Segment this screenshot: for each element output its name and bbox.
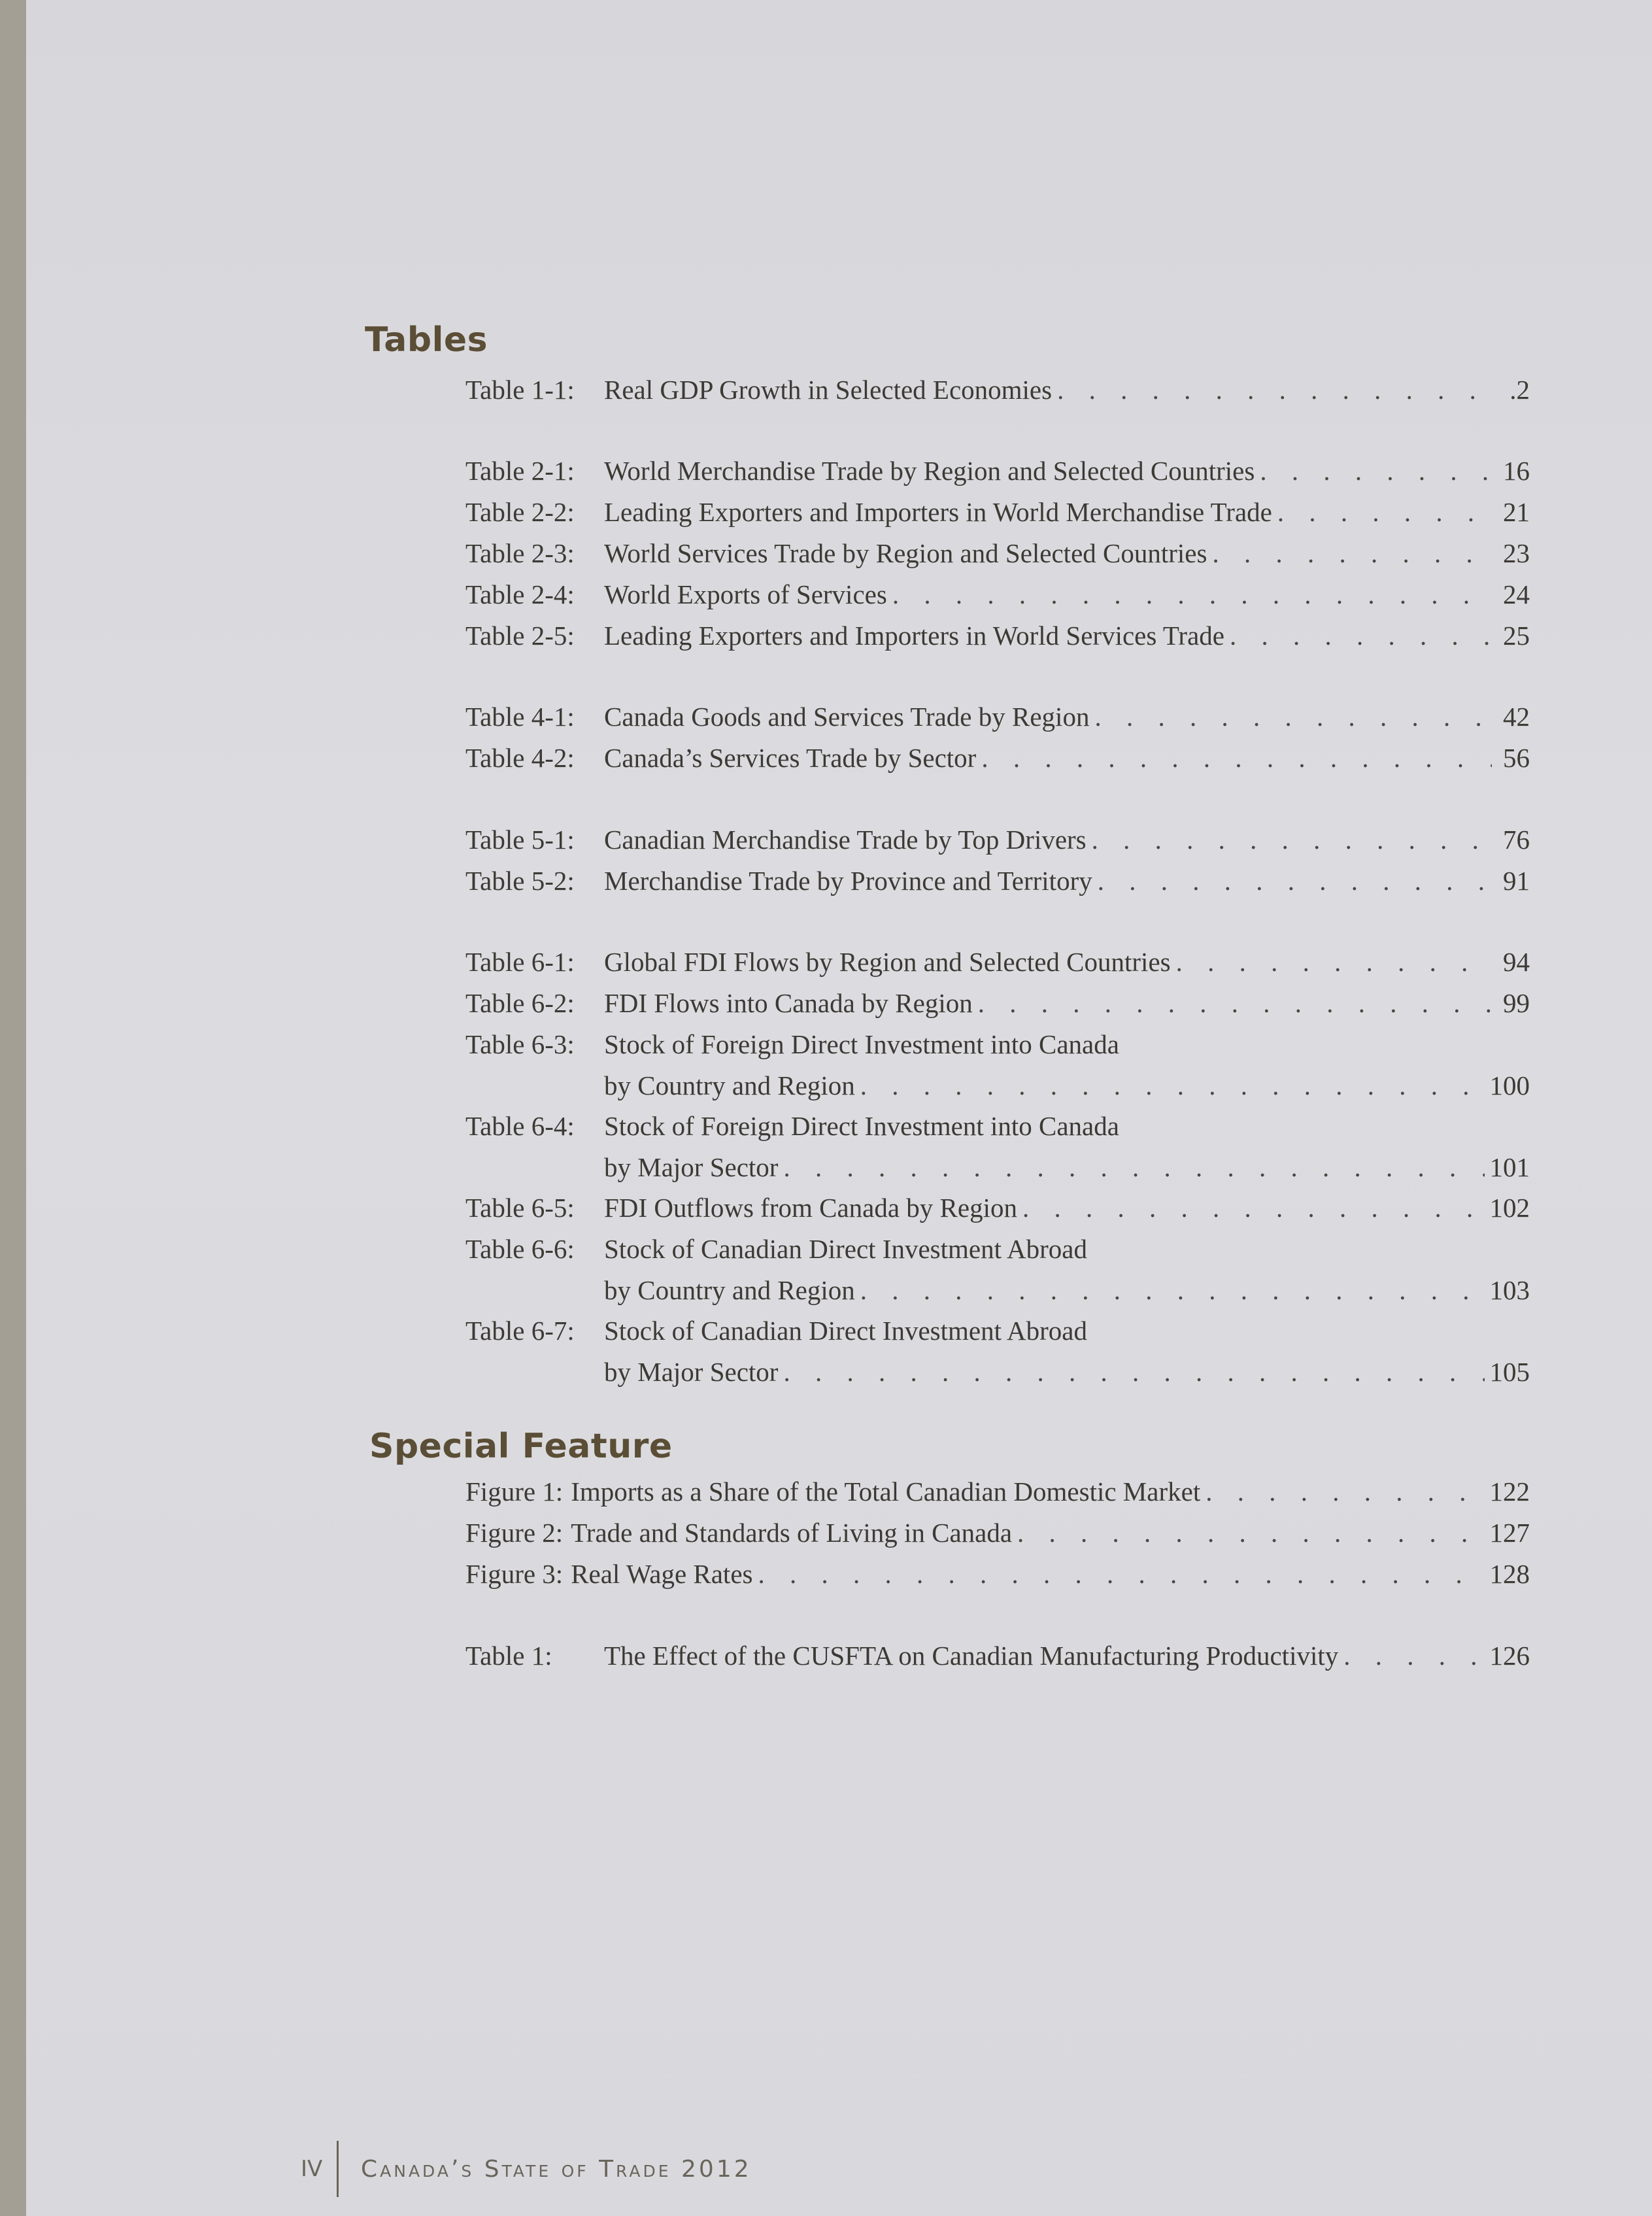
- dot-leader: [860, 1274, 1485, 1306]
- toc-entry-title: World Exports of Services: [604, 579, 887, 609]
- toc-entry-number: Table 2-3:: [465, 538, 575, 568]
- toc-entry-number: Table 6-1:: [465, 947, 575, 977]
- toc-entry-title: World Merchandise Trade by Region and Selected Countries: [604, 456, 1255, 486]
- toc-entry-number: Table 1:: [465, 1641, 552, 1671]
- toc-entry-page: 24: [1503, 579, 1530, 609]
- toc-entry-number: Table 6-7:: [465, 1316, 575, 1346]
- dot-leader: [758, 1558, 1484, 1590]
- toc-entry-page: 94: [1503, 947, 1530, 977]
- dot-leader: [1022, 1192, 1485, 1223]
- dot-leader: [981, 742, 1492, 774]
- toc-entry-number: Table 2-5:: [465, 621, 575, 651]
- toc-entry-title: FDI Outflows from Canada by Region: [604, 1193, 1017, 1223]
- toc-entry-number: Table 6-3:: [465, 1029, 575, 1059]
- toc-entry-number: Table 6-6:: [465, 1234, 575, 1264]
- toc-entry-title: Canada’s Services Trade by Sector: [604, 743, 977, 773]
- toc-entry-number: Table 6-5:: [465, 1193, 575, 1223]
- toc-entry-number: Table 4-1:: [465, 702, 575, 732]
- toc-entry-page: .2: [1509, 375, 1530, 405]
- dot-leader: [1057, 374, 1492, 405]
- toc-entry-title-continued: by Major Sector: [604, 1152, 779, 1182]
- toc-entry-title: Stock of Foreign Direct Investment into Canada: [604, 1111, 1119, 1141]
- dot-leader: [1212, 537, 1492, 569]
- dot-leader: [1098, 865, 1492, 896]
- toc-entry-number: Table 6-2:: [465, 988, 575, 1018]
- toc-entry-title-continued: by Country and Region: [604, 1070, 855, 1100]
- page-footer: [301, 2146, 752, 2192]
- dot-leader: [1343, 1640, 1484, 1671]
- toc-entry-title: Trade and Standards of Living in Canada: [571, 1518, 1013, 1548]
- toc-entry-title: Real Wage Rates: [571, 1559, 753, 1589]
- toc-entry-page: 128: [1489, 1559, 1530, 1589]
- footer-divider: [337, 2141, 339, 2197]
- toc-entry-page: 103: [1489, 1275, 1530, 1305]
- toc-entry-title: Leading Exporters and Importers in World Services Trade: [604, 621, 1224, 651]
- toc-entry-number: Table 5-2:: [465, 866, 575, 896]
- toc-entry-title: Imports as a Share of the Total Canadian Domestic Market: [571, 1476, 1201, 1507]
- toc-entry-page: 42: [1503, 702, 1530, 732]
- toc-entry-page: 21: [1503, 497, 1530, 527]
- dot-leader: [892, 579, 1492, 610]
- toc-entry-page: 99: [1503, 988, 1530, 1018]
- toc-entry-title: Stock of Foreign Direct Investment into Canada: [604, 1029, 1119, 1059]
- toc-entry-page: 122: [1489, 1476, 1530, 1507]
- toc-entry-title: Canada Goods and Services Trade by Region: [604, 702, 1090, 732]
- toc-entry-title: Stock of Canadian Direct Investment Abroad: [604, 1234, 1087, 1264]
- toc-entry-page: 102: [1489, 1193, 1530, 1223]
- toc-entry-title-continued: by Country and Region: [604, 1275, 855, 1305]
- toc-entry-title: Stock of Canadian Direct Investment Abroad: [604, 1316, 1087, 1346]
- dot-leader: [860, 1070, 1485, 1101]
- toc-entry-page: 126: [1489, 1641, 1530, 1671]
- dot-leader: [1205, 1476, 1484, 1507]
- toc-entry-number: Table 2-4:: [465, 579, 575, 609]
- toc-entry-number: Table 2-2:: [465, 497, 575, 527]
- toc-entry-page: 91: [1503, 866, 1530, 896]
- toc-entry-page: 23: [1503, 538, 1530, 568]
- toc-entry-number: Figure 3:: [465, 1559, 564, 1589]
- toc-entry-page: 100: [1489, 1070, 1530, 1100]
- dot-leader: [1017, 1517, 1484, 1548]
- toc-entry-number: Table 2-1:: [465, 456, 575, 486]
- toc-entry-page: 105: [1489, 1357, 1530, 1387]
- toc-entry-title: Global FDI Flows by Region and Selected Countries: [604, 947, 1171, 977]
- toc-entry-page: 56: [1503, 743, 1530, 773]
- dot-leader: [978, 987, 1492, 1019]
- toc-entry-title: World Services Trade by Region and Selected Countries: [604, 538, 1207, 568]
- toc-entry-page: 76: [1503, 825, 1530, 855]
- dot-leader: [1277, 496, 1492, 528]
- dot-leader: [1092, 824, 1492, 855]
- toc-entry-number: Figure 1:: [465, 1476, 564, 1507]
- toc-entry-number: Table 1-1:: [465, 375, 575, 405]
- dot-leader: [1260, 455, 1492, 486]
- dot-leader: [1230, 620, 1492, 651]
- toc-entry-title: FDI Flows into Canada by Region: [604, 988, 973, 1018]
- toc-entry-title: Canadian Merchandise Trade by Top Drivers: [604, 825, 1087, 855]
- dot-leader: [783, 1151, 1484, 1183]
- toc-entry-page: 25: [1503, 621, 1530, 651]
- dot-leader: [1094, 701, 1492, 732]
- toc-entry-number: Table 6-4:: [465, 1111, 575, 1141]
- page-number: IV: [301, 2156, 323, 2182]
- dot-leader: [783, 1356, 1484, 1388]
- special-feature-heading: Special Feature: [369, 1427, 673, 1466]
- toc-entry-title: The Effect of the CUSFTA on Canadian Manufacturing Productivity: [604, 1641, 1339, 1671]
- tables-heading: Tables: [365, 320, 488, 360]
- toc-entry-title: Merchandise Trade by Province and Territory: [604, 866, 1092, 896]
- toc-entry-page: 127: [1489, 1518, 1530, 1548]
- toc-entry-number: Table 4-2:: [465, 743, 575, 773]
- toc-entry-title: Leading Exporters and Importers in World Merchandise Trade: [604, 497, 1272, 527]
- toc-entry-page: 101: [1489, 1152, 1530, 1182]
- toc-entry-number: Table 5-1:: [465, 825, 575, 855]
- running-title: Canada’s State of Trade 2012: [361, 2155, 752, 2183]
- toc-entry-title-continued: by Major Sector: [604, 1357, 779, 1387]
- dot-leader: [1176, 946, 1492, 978]
- toc-entry-page: 16: [1503, 456, 1530, 486]
- toc-entry-title: Real GDP Growth in Selected Economies: [604, 375, 1053, 405]
- toc-entry-number: Figure 2:: [465, 1518, 564, 1548]
